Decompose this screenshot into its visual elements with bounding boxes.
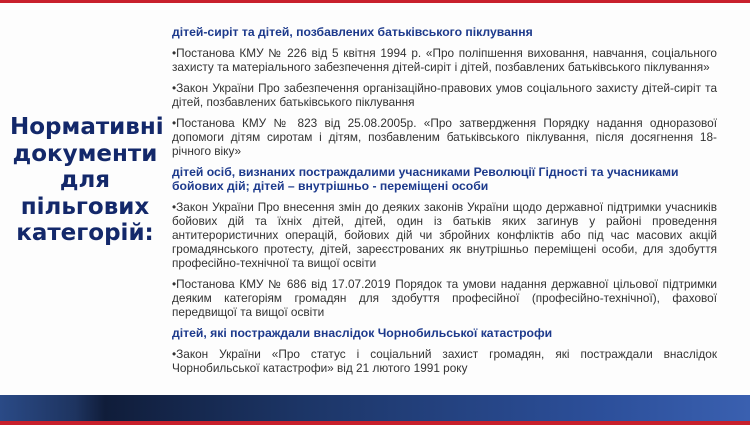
document-item: •Закон України Про внесення змін до деяких законів України щодо державної підтримки учасників бойових дій та їхніх дітей, дітей, один із батьків яких загинув у районі проведення антитерористичних операцій, бойових дій чи збройних конфліктів або під час масових акцій громадянського протесту, дітей, зареєстрованих як внутрішньо переміщені особи, для здобуття професійно-технічної та вищої освіти	[172, 200, 717, 270]
bottom-accent-line	[0, 421, 750, 425]
top-accent-line	[0, 0, 750, 3]
section-heading-orphans: дітей-сиріт та дітей, позбавлених батьківського піклування	[172, 25, 533, 39]
document-item: •Закон України «Про статус і соціальний захист громадян, які постраждали внаслідок Чорнобильської катастрофи» від 21 лютого 1991 року	[172, 347, 717, 375]
bottom-band	[0, 395, 750, 421]
section-heading-chernobyl: дітей, які постраждали внаслідок Чорнобильської катастрофи	[172, 326, 553, 340]
document-item: •Постанова КМУ № 823 від 25.08.2005р. «Про затвердження Порядку надання одноразової допомоги дітям сиротам і дітям, позбавленим батьківського піклування, після досягнення 18-річного віку»	[172, 116, 717, 158]
section-heading-veterans: дітей осіб, визнаних постраждалими учасниками Революції Гідності та учасниками бойових дій; дітей – внутрішньо - переміщені особи	[172, 165, 679, 193]
document-item: •Постанова КМУ № 226 від 5 квітня 1994 р. «Про поліпшення виховання, навчання, соціального захисту та матеріального забезпечення дітей-сиріт і дітей, позбавлених батьківського піклування»	[172, 46, 717, 74]
slide-title: Нормативні документи для пільгових категорій:	[10, 114, 164, 246]
document-item: •Постанова КМУ № 686 від 17.07.2019 Порядок та умови надання державної цільової підтримки деяким категоріям громадян для здобуття професійної (професійно-технічної), фахової передвищої та вищої освіти	[172, 277, 717, 319]
document-item: •Закон України Про забезпечення організаційно-правових умов соціального захисту дітей-сиріт та дітей, позбавлених батьківського піклування	[172, 81, 717, 109]
slide-content	[172, 25, 717, 382]
